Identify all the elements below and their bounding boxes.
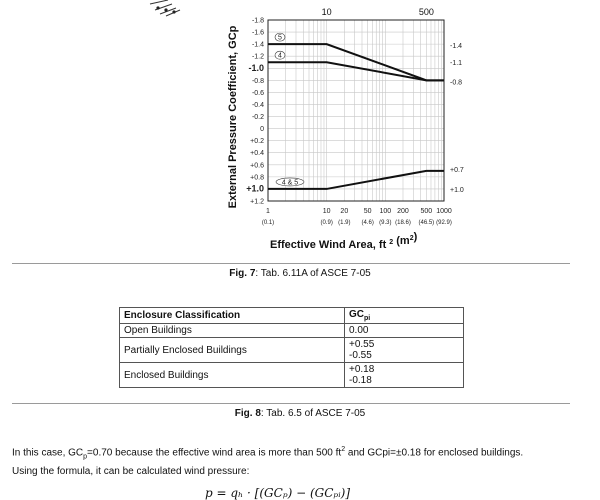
x-tick-metric-label: (1.9) [338,220,351,226]
row-label-enclosed: Enclosed Buildings [120,363,345,388]
para1-part-a: In this case, GC [12,447,84,459]
right-value-label: +1.0 [450,186,464,194]
x-tick-label: 1 [266,208,270,215]
x-tick-metric-label: (0.1) [261,220,275,226]
right-value-label: -1.1 [450,60,463,68]
zone-label: 4 [278,52,282,60]
para1-sub: p [83,453,88,461]
y-tick-label: +0.8 [250,174,264,182]
table-header-row [120,308,464,324]
x-tick-label: 200 [397,208,409,215]
x-tick-label: 20 [340,208,349,215]
y-tick-label: -0.8 [251,77,264,85]
y-tick-label: -0.4 [251,101,264,109]
para1-sup: 2 [341,446,346,453]
zone-label: 5 [278,34,282,42]
rule-above-fig7-caption [12,263,570,264]
table-row [120,338,464,363]
y-tick-label: +1.2 [250,198,264,206]
wind-pressure-formula: p = qₕ · [(GCₚ) − (GCₚᵢ)] [205,486,351,500]
plot-area [246,7,464,226]
x-axis-label-sup: 2 [389,239,394,246]
figure-7-caption [0,268,600,279]
value-negative: -0.18 [349,375,372,386]
y-tick-label: -1.2 [251,53,264,61]
y-tick-label: +0.6 [250,162,264,170]
figure-8-caption-label: Fig. 8 [234,408,261,419]
row-label-partially-enclosed: Partially Enclosed Buildings [120,338,345,363]
plot-frame [268,20,444,201]
roof-sketch-fragment [150,0,180,16]
zone-label: 4 & 5 [281,179,299,187]
x-tick-label: 10 [322,208,331,215]
top-marker-label: 10 [321,7,332,17]
header-enclosure-classification: Enclosure Classification [120,308,345,324]
right-value-label: +0.7 [450,166,464,174]
y-tick-label: -0.2 [251,114,264,122]
figure-7-caption-text: : Tab. 6.11A of ASCE 7-05 [255,268,371,279]
figure-8-caption [0,408,600,419]
paragraph-using-formula: Using the formula, it can be calculated wind pressure: [12,466,250,477]
y-tick-label: +0.4 [250,150,264,158]
x-axis-label-main: Effective Wind Area, ft [270,239,390,251]
x-tick-metric-label: (9.3) [379,220,392,226]
row-value-open: 0.00 [345,324,464,338]
x-tick-metric-label: (92.9) [436,220,452,226]
value-positive: +0.18 [349,364,375,375]
x-tick-label: 1000 [436,208,452,215]
x-tick-metric-label: (46.5) [418,220,435,226]
x-axis-label-metric-sup: 2 [409,235,414,242]
table-row [120,324,464,338]
y-tick-label: 0 [260,126,264,134]
row-values-enclosed [345,363,464,388]
para1-part-b: =0.70 because the effective wind area is more than 500 ft [87,447,342,459]
row-values-partially-enclosed [345,338,464,363]
x-tick-label: 500 [420,208,433,215]
value-positive: +0.55 [349,339,375,350]
header-gcpi-sub: pi [364,315,371,322]
enclosure-table [119,307,464,388]
table-row [120,363,464,388]
value-negative: -0.55 [349,350,372,361]
y-axis-label: External Pressure Coefficient, GCp [227,25,239,209]
x-axis-label [270,231,418,251]
x-tick-metric-label: (18.6) [395,220,411,226]
top-marker-label: 500 [418,7,434,17]
x-tick-metric-label: (0.9) [320,220,333,226]
figure-8-caption-text: : Tab. 6.5 of ASCE 7-05 [260,408,366,419]
y-tick-label: -1.8 [251,17,264,25]
y-tick-label: -1.0 [248,62,264,73]
y-tick-label: -0.6 [251,89,264,97]
right-value-label: -0.8 [450,79,463,87]
x-tick-label: 50 [363,208,372,215]
row-label-open: Open Buildings [120,324,345,338]
x-tick-metric-label: (4.6) [361,220,374,226]
paragraph-gcp-explanation [12,446,523,460]
rule-above-fig8-caption [12,403,570,404]
para1-part-c: and GCpi=±0.18 for enclosed buildings. [345,447,524,459]
y-tick-label: +1.0 [246,183,264,194]
header-gcpi [345,308,464,324]
figure-7-caption-label: Fig. 7 [229,268,256,279]
x-tick-label: 100 [379,208,392,215]
y-tick-label: -1.4 [251,41,264,49]
x-axis-label-metric: (m [393,235,410,247]
right-value-label: -1.4 [450,43,463,51]
header-gcpi-main: GC [349,309,364,320]
x-axis-label-close: ) [413,231,418,243]
y-tick-label: +0.2 [250,138,264,146]
y-tick-label: -1.6 [251,29,264,37]
